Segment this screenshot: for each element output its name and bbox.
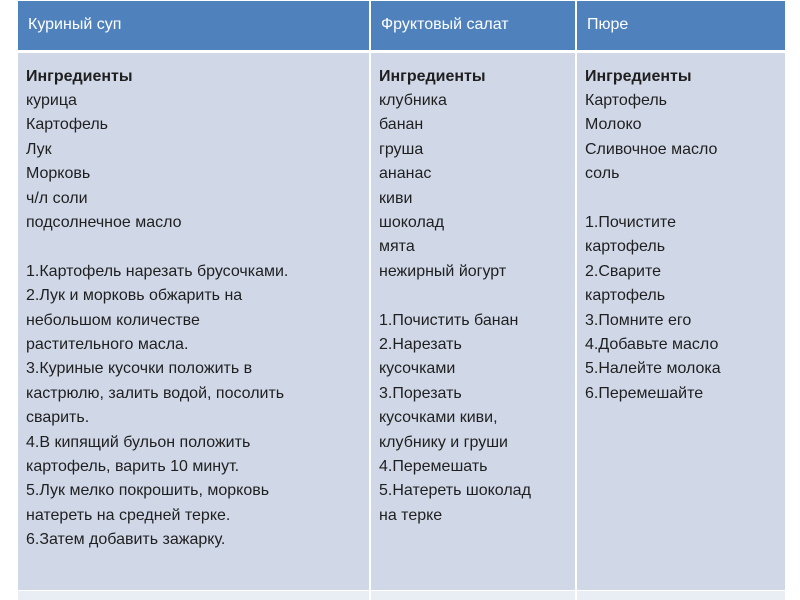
header-cell-chicken-soup: Куриный суп: [18, 1, 370, 51]
step-line: 6.Затем добавить зажарку.: [26, 531, 226, 549]
ingredient-item: банан: [379, 116, 424, 134]
step-line: картофель: [585, 287, 666, 305]
step-line: кусочками: [379, 360, 456, 378]
ingredients-title: Ингредиенты: [379, 67, 486, 85]
ingredient-item: киви: [379, 189, 413, 207]
header-cell-fruit-salad: Фруктовый салат: [370, 1, 576, 51]
ingredients-title: Ингредиенты: [585, 67, 692, 85]
step-line: 1.Почистить банан: [379, 311, 519, 329]
step-line: 3.Порезать: [379, 384, 462, 402]
step-line: на терке: [379, 506, 443, 524]
footer-cell: [18, 591, 370, 600]
ingredient-item: Молоко: [585, 116, 642, 134]
step-line: 1.Картофель нарезать брусочками.: [26, 262, 289, 280]
step-line: 2.Нарезать: [379, 335, 462, 353]
ingredient-item: подсолнечное масло: [26, 213, 182, 231]
step-line: 5.Лук мелко покрошить, морковь: [26, 482, 270, 500]
ingredient-item: груша: [379, 140, 424, 158]
step-line: растительного масла.: [26, 335, 189, 353]
ingredient-item: Картофель: [26, 116, 109, 134]
ingredient-item: соль: [585, 165, 620, 183]
header-row: [18, 1, 785, 51]
ingredient-item: Морковь: [26, 165, 91, 183]
ingredient-item: шоколад: [379, 213, 445, 231]
ingredient-item: нежирный йогурт: [379, 262, 507, 280]
step-line: 5.Натереть шоколад: [379, 482, 531, 500]
recipe-cell-chicken-soup: [18, 51, 370, 591]
body-row: [18, 51, 785, 591]
ingredient-item: клубника: [379, 91, 447, 109]
step-line: 2.Лук и морковь обжарить на: [26, 287, 243, 305]
recipe-cell-puree: [576, 51, 785, 591]
step-line: 4.Перемешать: [379, 457, 488, 475]
footer-cell: [576, 591, 785, 600]
footer-cell: [370, 591, 576, 600]
footer-row: [18, 591, 785, 600]
recipe-table: [18, 1, 785, 600]
ingredient-item: ананас: [379, 165, 432, 183]
section-gap: [26, 235, 369, 259]
step-line: 3.Помните его: [585, 311, 692, 329]
step-line: картофель, варить 10 минут.: [26, 457, 240, 475]
step-line: кастрюлю, залить водой, посолить: [26, 384, 285, 402]
step-line: сварить.: [26, 409, 90, 427]
step-line: клубнику и груши: [379, 433, 508, 451]
ingredient-item: Сливочное масло: [585, 140, 718, 158]
ingredient-item: мята: [379, 238, 415, 256]
header-cell-puree: Пюре: [576, 1, 785, 51]
step-line: кусочками киви,: [379, 409, 498, 427]
step-line: 4.В кипящий бульон положить: [26, 433, 251, 451]
ingredient-item: Лук: [26, 140, 52, 158]
step-line: небольшом количестве: [26, 311, 200, 329]
step-line: картофель: [585, 238, 666, 256]
recipe-cell-fruit-salad: [370, 51, 576, 591]
ingredients-title: Ингредиенты: [26, 67, 133, 85]
step-line: 2.Сварите: [585, 262, 661, 280]
ingredient-item: ч/л соли: [26, 189, 88, 207]
step-line: 1.Почистите: [585, 213, 676, 231]
ingredient-item: курица: [26, 91, 77, 109]
section-gap: [379, 284, 575, 308]
step-line: 3.Куриные кусочки положить в: [26, 360, 253, 378]
ingredient-item: Картофель: [585, 91, 668, 109]
step-line: 4.Добавьте масло: [585, 335, 719, 353]
step-line: натереть на средней терке.: [26, 506, 231, 524]
step-line: 6.Перемешайте: [585, 384, 704, 402]
section-gap: [585, 187, 785, 211]
step-line: 5.Налейте молока: [585, 360, 721, 378]
